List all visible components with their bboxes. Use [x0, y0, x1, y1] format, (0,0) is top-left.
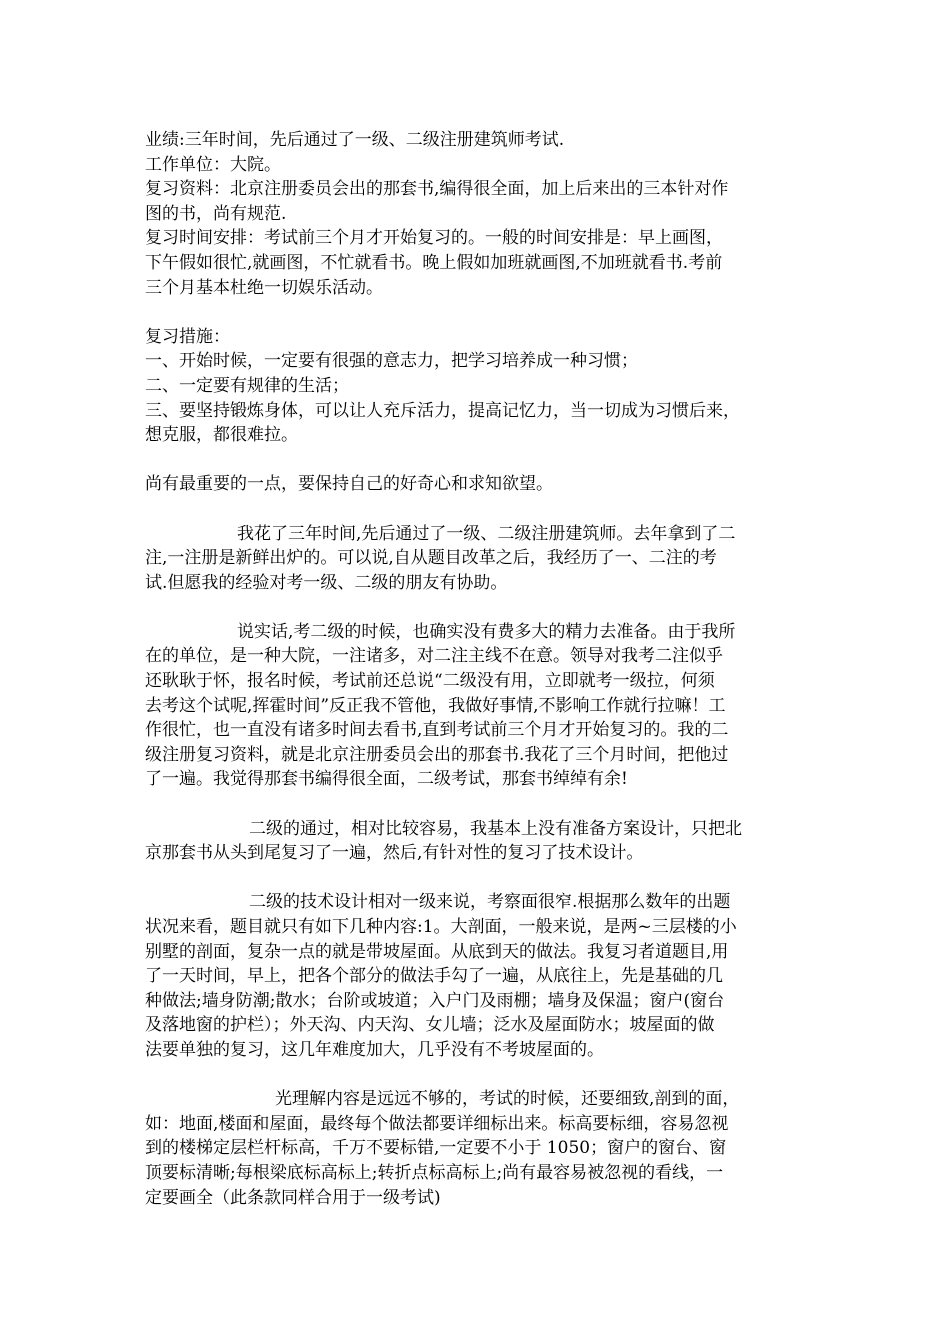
- paragraph-line: 状况来看，题目就只有如下几种内容:1。大剖面，一般来说，是两~三层楼的小: [145, 917, 737, 937]
- blank-line: [145, 595, 810, 620]
- paragraph-5: [145, 1087, 810, 1210]
- paragraph-2: [145, 620, 810, 792]
- paragraph-line: 了一遍。我觉得那套书编得很全面，二级考试，那套书绰绰有余!: [145, 769, 628, 790]
- paragraph-line: 如：地面,楼面和屋面，最终每个做法都要详细标出来。标高要标细，容易忽视: [145, 1113, 729, 1134]
- measures-section: [145, 325, 810, 448]
- measure-item: 想克服，都很难拉。: [145, 425, 298, 446]
- schedule-line: 三个月基本杜绝一切娱乐活动。: [145, 277, 383, 298]
- paragraph-3: [145, 817, 810, 866]
- paragraph-line: 二级的技术设计相对一级来说，考察面很窄.根据那么数年的出题: [249, 892, 731, 913]
- paragraph-line: 法要单独的复习，这几年难度加大，几乎没有不考坡屋面的。: [145, 1039, 604, 1060]
- blank-line: [145, 448, 810, 473]
- measures-heading: 复习措施：: [145, 326, 230, 347]
- paragraph-line: 作很忙，也一直没有诸多时间去看书,直到考试前三个月才开始复习的。我的二: [145, 720, 729, 741]
- blank-line: [145, 497, 810, 522]
- blank-line: [145, 792, 810, 817]
- paragraph-line: 注,一注册是新鲜出炉的。可以说,自从题目改革之后，我经历了一、二注的考: [145, 548, 717, 569]
- workplace-line: 工作单位：大院。: [145, 154, 281, 175]
- paragraph-line: 定要画全（此条款同样合用于一级考试): [145, 1187, 441, 1208]
- paragraph-line: 别墅的剖面，复杂一点的就是带坡屋面。从底到天的做法。我复习者道题目,用: [145, 941, 729, 962]
- schedule-line: 复习时间安排：考试前三个月才开始复习的。一般的时间安排是：早上画图，: [145, 228, 723, 249]
- measure-item: 三、要坚持锻炼身体，可以让人充斥活力，提高记忆力，当一切成为习惯后来，: [145, 400, 740, 421]
- paragraph-line: 了一天时间，早上，把各个部分的做法手勾了一遍，从底往上，先是基础的几: [145, 966, 723, 987]
- paragraph-line: 到的楼梯定层栏杆标高，千万不要标错,一定要不小于 1050；窗户的窗台、窗: [145, 1138, 727, 1159]
- paragraph-line: 及落地窗的护栏）；外天沟、内天沟、女儿墙；泛水及屋面防水；坡屋面的做: [145, 1015, 715, 1036]
- paragraph-line: 二级的通过，相对比较容易，我基本上没有准备方案设计，只把北: [249, 818, 742, 839]
- paragraph-line: 种做法;墙身防潮;散水；台阶或坡道；入户门及雨棚；墙身及保温；窗户(窗台: [145, 990, 725, 1011]
- key-point-section: [145, 472, 810, 497]
- paragraph-line: 顶要标清晰;每根梁底标高标上;转折点标高标上;尚有最容易被忽视的看线，一: [145, 1162, 724, 1183]
- materials-line: 复习资料：北京注册委员会出的那套书,编得很全面，加上后来出的三本针对作: [145, 179, 729, 200]
- paragraph-line: 光理解内容是远远不够的，考试的时候，还要细致,剖到的面，: [275, 1089, 740, 1110]
- measure-item: 二、一定要有规律的生活；: [145, 375, 349, 396]
- measure-item: 一、开始时候，一定要有很强的意志力，把学习培养成一种习惯；: [145, 351, 638, 372]
- key-point-line: 尚有最重要的一点，要保持自己的好奇心和求知欲望。: [145, 474, 553, 495]
- materials-line: 图的书，尚有规范.: [145, 203, 287, 224]
- paragraph-line: 级注册复习资料，就是北京注册委员会出的那套书.我花了三个月时间，把他过: [145, 744, 729, 765]
- performance-line: 业绩:三年时间，先后通过了一级、二级注册建筑师考试.: [145, 130, 565, 150]
- paragraph-line: 在的单位，是一种大院，一注诸多，对二注主线不在意。领导对我考二注似乎: [145, 646, 723, 667]
- paragraph-4: [145, 890, 810, 1062]
- paragraph-line: 我花了三年时间,先后通过了一级、二级注册建筑师。去年拿到了二: [237, 523, 736, 544]
- document-body: [145, 128, 810, 1210]
- blank-line: [145, 866, 810, 891]
- paragraph-line: 试.但愿我的经验对考一级、二级的朋友有协助。: [145, 572, 508, 593]
- schedule-line: 下午假如很忙,就画图，不忙就看书。晚上假如加班就画图,不加班就看书.考前: [145, 252, 723, 273]
- paragraph-line: 说实话,考二级的时候，也确实没有费多大的精力去准备。由于我所: [237, 621, 736, 642]
- blank-line: [145, 300, 810, 325]
- paragraph-1: [145, 522, 810, 596]
- paragraph-line: 京那套书从头到尾复习了一遍，然后,有针对性的复习了技术设计。: [145, 843, 644, 864]
- paragraph-line: 还耿耿于怀，报名时候，考试前还总说“二级没有用，立即就考一级拉，何须: [145, 671, 715, 692]
- intro-section: [145, 128, 810, 300]
- blank-line: [145, 1063, 810, 1088]
- paragraph-line: 去考这个试呢,挥霍时间”反正我不管他，我做好事情,不影响工作就行拉嘛！工: [145, 695, 726, 716]
